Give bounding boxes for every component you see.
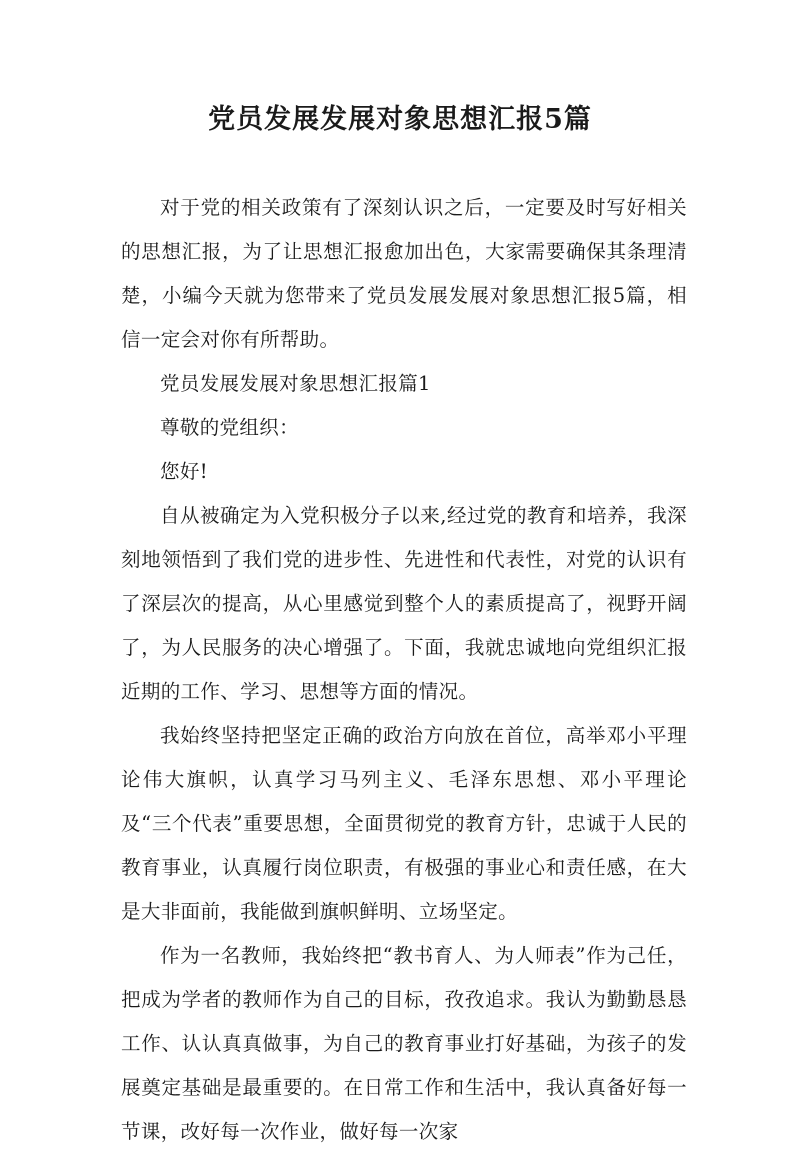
intro-paragraph: 对于党的相关政策有了深刻认识之后，一定要及时写好相关的思想汇报，为了让思想汇报愈加出色，大家需要确保其条理清楚，小编今天就为您带来了党员发展发展对象思想汇报5篇，相信一定会对你有所帮助。 [121,196,687,351]
document-body [121,186,687,1154]
body-paragraph: 自从被确定为入党积极分子以来,经过党的教育和培养，我深刻地领悟到了我们党的进步性、先进性和代表性，对党的认识有了深层次的提高，从心里感觉到整个人的素质提高了，视野开阔了，为人民服务的决心增强了。下面，我就忠诚地向党组织汇报近期的工作、学习、思想等方面的情况。 [121,504,687,703]
salutation: 尊敬的党组织： [160,416,299,439]
body-paragraph: 我始终坚持把坚定正确的政治方向放在首位，高举邓小平理论伟大旗帜，认真学习马列主义、毛泽东思想、邓小平理论及“三个代表”重要思想，全面贯彻党的教育方针，忠诚于人民的教育事业，认真履行岗位职责，有极强的事业心和责任感，在大是大非面前，我能做到旗帜鲜明、立场坚定。 [121,724,687,923]
section-heading: 党员发展发展对象思想汇报篇1 [160,372,431,395]
body-paragraph: 作为一名教师，我始终把“教书育人、为人师表”作为己任，把成为学者的教师作为自己的目标，孜孜追求。我认为勤勤恳恳工作、认认真真做事，为自己的教育事业打好基础，为孩子的发展奠定基础是最重要的。在日常工作和生活中，我认真备好每一节课，改好每一次作业，做好每一次家 [121,944,687,1143]
greeting: 您好! [160,460,208,483]
document-title: 党员发展发展对象思想汇报5篇 [208,104,592,135]
